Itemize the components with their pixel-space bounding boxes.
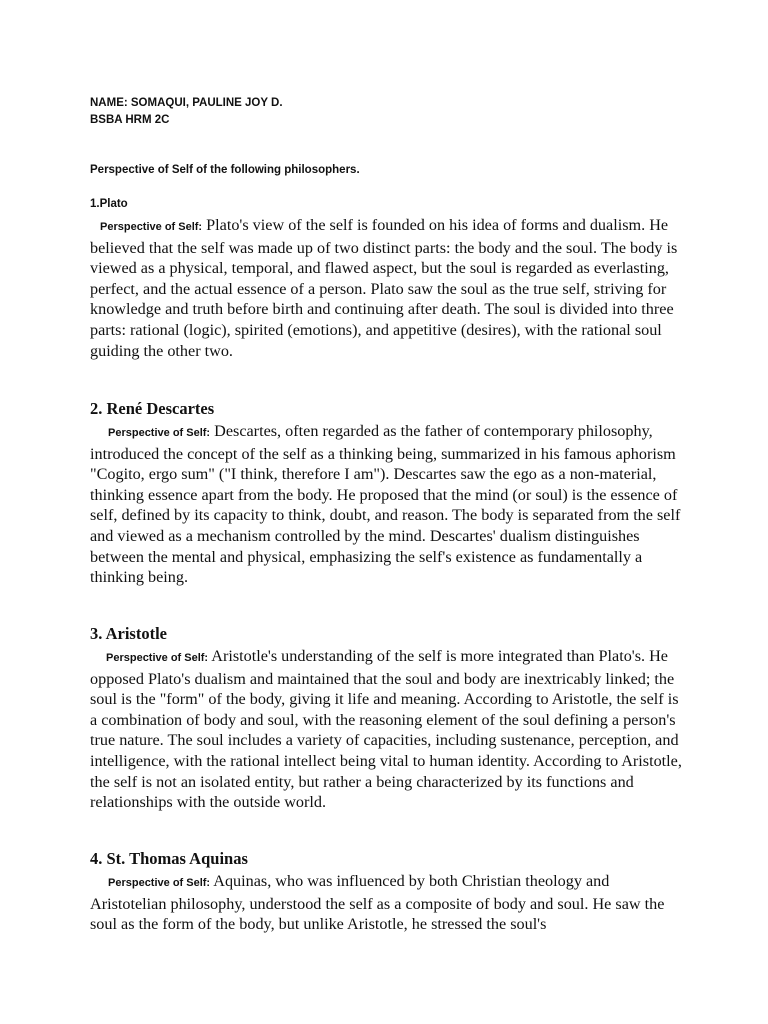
section-aristotle	[90, 623, 682, 813]
perspective-label: Perspective of Self:	[108, 877, 211, 889]
student-name: NAME: SOMAQUI, PAULINE JOY D.	[90, 97, 283, 109]
aquinas-text: Aquinas, who was influenced by both Christian theology and Aristotelian philosophy, understood the self as a composite of body and soul. He saw the soul as the form of the body, but unlike Aristotle, he stressed the soul's	[90, 872, 665, 934]
section-title-aquinas: 4. St. Thomas Aquinas	[90, 849, 248, 868]
aristotle-text: Aristotle's understanding of the self is more integrated than Plato's. He opposed Plato's dualism and maintained that the soul and body are inextricably linked; the soul is the "form" of the body, giving it life and meaning. According to Aristotle, the self is a combination of body and soul, with the reasoning element of the soul defining a person's true nature. The soul includes a variety of capacities, including sustenance, perception, and intelligence, with the rational intellect being vital to human identity. According to Aristotle, the self is not an isolated entity, but rather a being characterized by its functions and relationships with the outside world.	[90, 647, 682, 812]
perspective-label: Perspective of Self:	[100, 221, 203, 233]
section-body-aristotle	[90, 646, 682, 813]
section-body-descartes	[90, 421, 682, 588]
perspective-label: Perspective of Self:	[106, 652, 209, 664]
plato-text: Plato's view of the self is founded on his idea of forms and dualism. He believed that the self was made up of two distinct parts: the body and the soul. The body is viewed as a physical, temporal, and flawed aspect, but the soul is regarded as everlasting, perfect, and the actual essence of a person. Plato saw the soul as the true self, striving for knowledge and truth before birth and continuing after death. The soul is divided into three parts: rational (logic), spirited (emotions), and appetitive (desires), with the rational soul guiding the other two.	[90, 216, 678, 360]
perspective-label: Perspective of Self:	[108, 427, 211, 439]
section-title-aristotle: 3. Aristotle	[90, 624, 167, 643]
section-descartes	[90, 398, 682, 588]
section-title-descartes: 2. René Descartes	[90, 399, 215, 418]
section-title-plato: 1.Plato	[90, 198, 128, 210]
student-header	[90, 95, 283, 129]
section-body-aquinas	[90, 871, 682, 935]
intro-line: Perspective of Self of the following philosophers.	[90, 164, 360, 176]
section-aquinas	[90, 848, 682, 935]
section-body-plato	[90, 215, 682, 361]
descartes-text: Descartes, often regarded as the father of contemporary philosophy, introduced the concept of the self as a thinking being, summarized in his famous aphorism "Cogito, ergo sum" ("I think, therefore I am"). Descartes saw the ego as a non-material, thinking essence apart from the body. He proposed that the mind (or soul) is the essence of self, defined by its capacity to think, doubt, and reason. The body is separated from the self and viewed as a mechanism controlled by the mind. Descartes' dualism distinguishes between the mental and physical, emphasizing the self's existence as fundamentally a thinking being.	[90, 422, 681, 587]
student-course: BSBA HRM 2C	[90, 114, 170, 126]
